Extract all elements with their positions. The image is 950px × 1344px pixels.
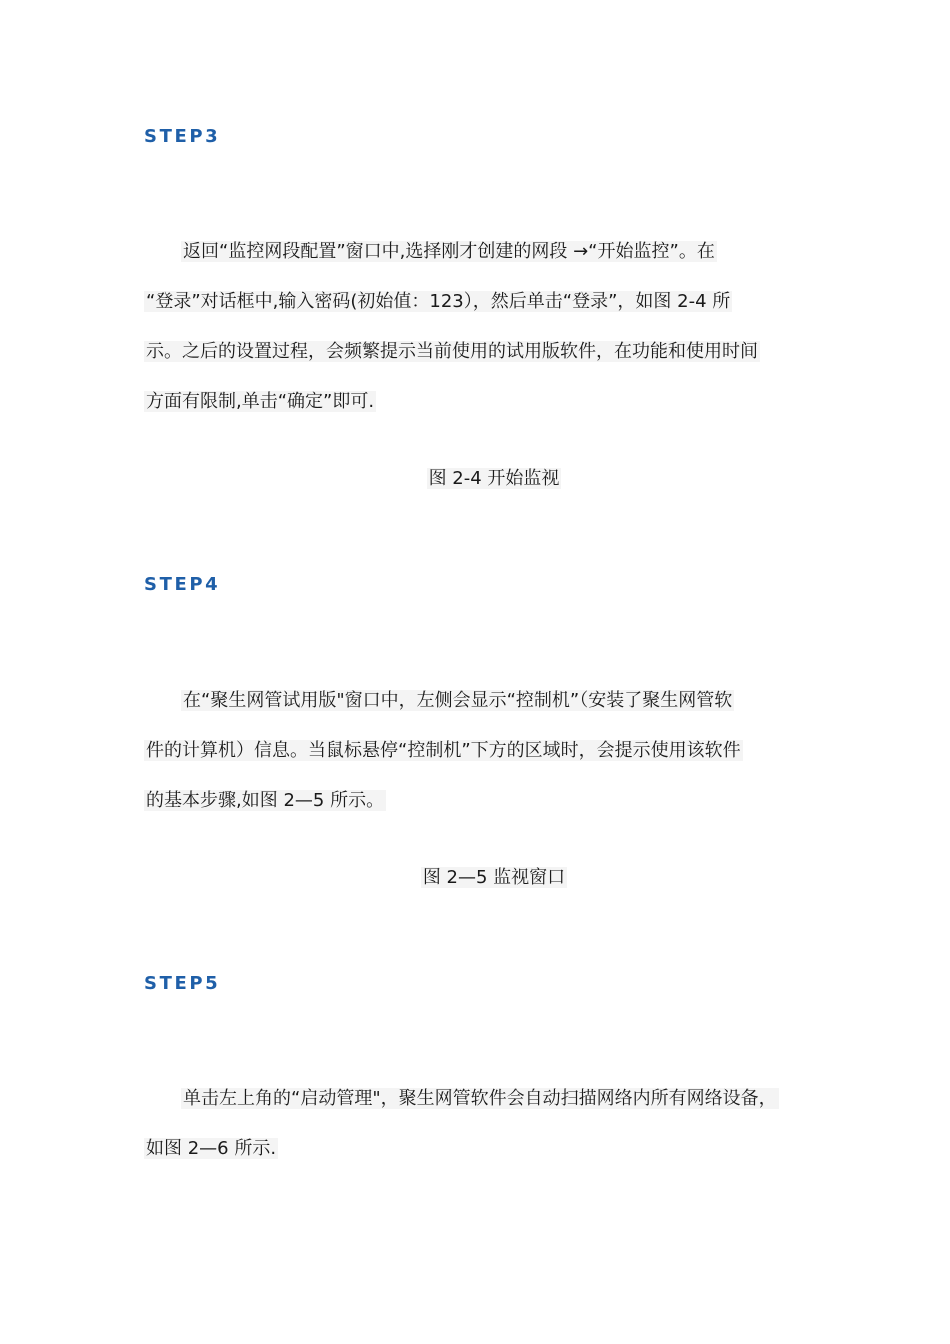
figure-caption-2-5: 图 2—5 监视窗口 xyxy=(422,867,566,888)
step3-heading: STEP3 xyxy=(144,126,221,147)
step5-paragraph-line-1: 单击左上角的“启动管理"，聚生网管软件会自动扫描网络内所有网络设备， xyxy=(183,1088,777,1109)
step3-paragraph-line-4: 方面有限制,单击“确定”即可. xyxy=(146,391,375,412)
figure-caption-2-4: 图 2-4 开始监视 xyxy=(428,468,560,489)
step4-paragraph-line-1: 在“聚生网管试用版"窗口中，左侧会显示“控制机”（安装了聚生网管软 xyxy=(183,690,733,711)
step3-paragraph-line-1: 返回“监控网段配置”窗口中,选择刚才创建的网段 →“开始监控”。在 xyxy=(183,241,715,262)
step5-heading: STEP5 xyxy=(144,973,221,994)
step3-paragraph-line-2: “登录”对话框中,输入密码(初始值：123），然后单击“登录”，如图 2-4 所 xyxy=(146,291,731,312)
step4-paragraph-line-2: 件的计算机）信息。当鼠标悬停“控制机”下方的区域时，会提示使用该软件 xyxy=(146,740,741,761)
step4-paragraph-line-3: 的基本步骤,如图 2—5 所示。 xyxy=(146,790,385,811)
step4-heading: STEP4 xyxy=(144,574,221,595)
step3-paragraph-line-3: 示。之后的设置过程，会频繁提示当前使用的试用版软件，在功能和使用时间 xyxy=(146,341,758,362)
step5-paragraph-line-2: 如图 2—6 所示. xyxy=(146,1138,277,1159)
